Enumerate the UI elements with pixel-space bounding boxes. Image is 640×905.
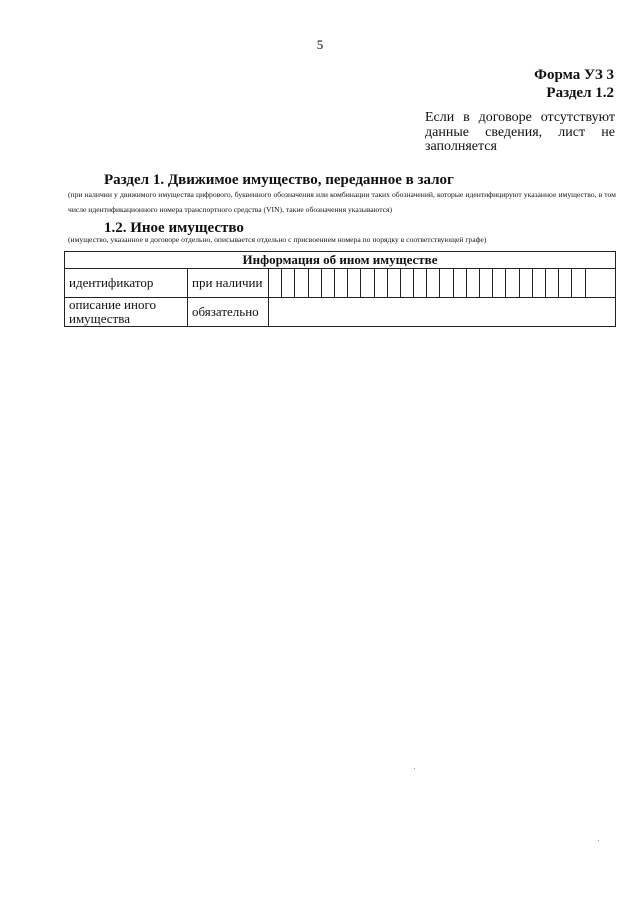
table-row — [65, 298, 616, 327]
identifier-cells[interactable] — [269, 269, 616, 298]
table-header-row — [65, 252, 616, 269]
section-note: (при наличии у движимого имущества цифрового, буквенного обозначения или комбинации таких обозначений, которые идентифицируют указанное имущество, в том числе идентификационного номера транспортного средства (VIN), такие обозначения указываются) — [68, 190, 616, 214]
scan-speck — [598, 840, 599, 841]
page-number: 5 — [316, 37, 324, 52]
form-header — [534, 66, 614, 102]
section-title: Раздел 1. Движимое имущество, переданное в залог — [104, 172, 454, 188]
fill-note: Если в договоре отсутствуют данные сведения, лист не заполняется — [425, 110, 615, 154]
table-header: Информация об ином имуществе — [65, 252, 616, 269]
table-row — [65, 269, 616, 298]
form-section: Раздел 1.2 — [546, 85, 614, 101]
row-label: описание иного имущества — [65, 298, 188, 327]
subsection-title: 1.2. Иное имущество — [104, 220, 244, 236]
form-code: Форма УЗ 3 — [534, 67, 614, 83]
property-info-table — [64, 251, 616, 327]
row-requirement: при наличии — [188, 269, 269, 298]
identifier-cell-grid[interactable] — [269, 269, 615, 297]
scan-speck — [414, 768, 415, 769]
row-label: идентификатор — [65, 269, 188, 298]
row-requirement: обязательно — [188, 298, 269, 327]
subsection-note: (имущество, указанное в договоре отдельно, описывается отдельно с присвоением номера по порядку в соответствующей графе) — [68, 235, 487, 244]
description-field[interactable] — [269, 298, 616, 327]
